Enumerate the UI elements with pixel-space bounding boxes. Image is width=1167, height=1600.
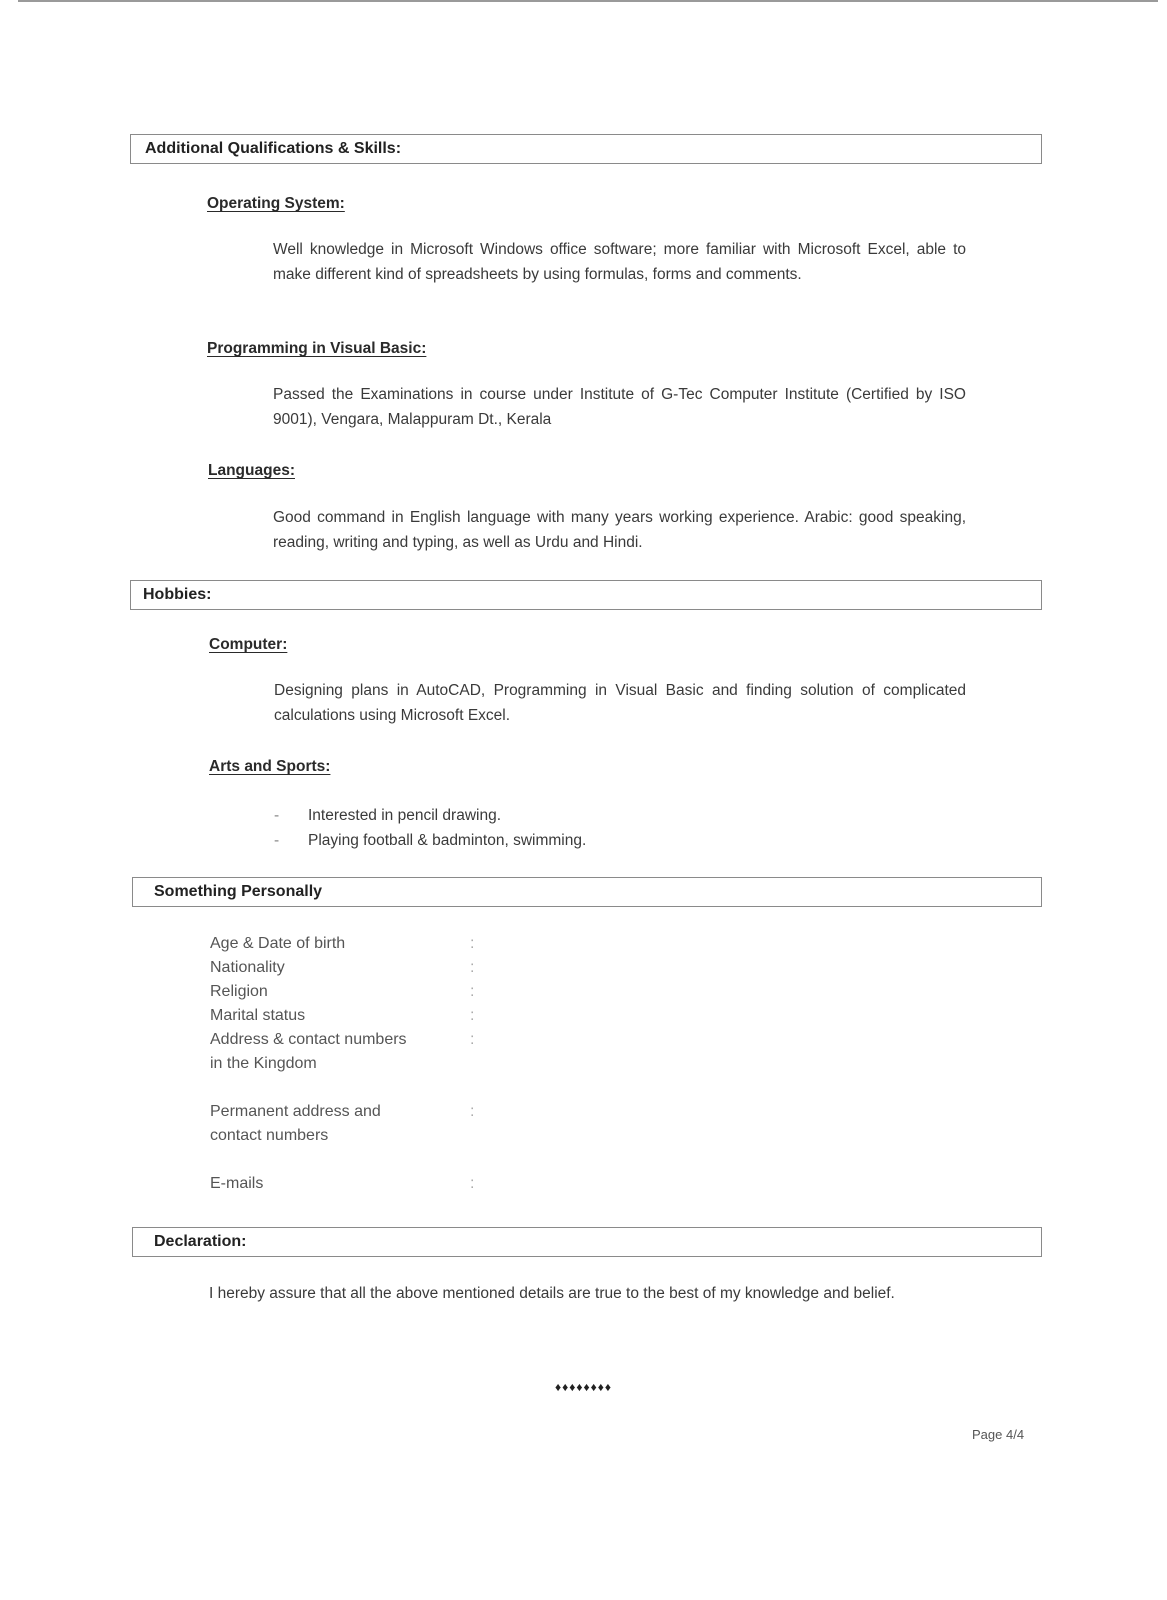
paragraph-visual-basic: Passed the Examinations in course under Institute of G-Tec Computer Institute (Certified by ISO 9001), Vengara, Malappuram Dt., Kerala — [273, 386, 966, 428]
row-colon: : — [470, 1031, 475, 1048]
paragraph-languages: Good command in English language with many years working experience. Arabic: good speaking, reading, writing and typing, as well as Urdu and Hindi. — [273, 509, 966, 551]
subheading-languages: Languages: — [208, 462, 295, 479]
dash-bullet-icon: - — [274, 807, 280, 824]
row-label: Age & Date of birth — [210, 935, 346, 952]
section-header-hobbies — [130, 580, 1042, 610]
subheading-operating-system: Operating System: — [207, 195, 345, 212]
subheading-visual-basic: Programming in Visual Basic: — [207, 340, 427, 357]
subheading-computer: Computer: — [209, 636, 288, 653]
paragraph-operating-system: Well knowledge in Microsoft Windows office software; more familiar with Microsoft Excel, able to make different kind of spreadsheets by using formulas, forms and comments. — [273, 241, 966, 283]
row-colon: : — [470, 1175, 475, 1192]
row-colon: : — [470, 959, 475, 976]
section-header-qualifications — [130, 134, 1042, 164]
list-item — [274, 807, 502, 825]
row-label: Religion — [210, 983, 268, 1000]
row-colon: : — [470, 1103, 475, 1120]
scan-top-edge — [18, 0, 1158, 2]
section-title: Hobbies: — [143, 586, 212, 603]
row-label: E-mails — [210, 1175, 264, 1192]
section-title: Declaration: — [154, 1233, 247, 1250]
section-title: Something Personally — [154, 883, 323, 900]
row-colon: : — [470, 935, 475, 952]
row-colon: : — [470, 1007, 475, 1024]
row-label: Nationality — [210, 959, 285, 976]
list-item — [274, 832, 587, 850]
end-separator-diamonds: ♦♦♦♦♦♦♦♦ — [555, 1380, 612, 1394]
section-header-personal — [132, 877, 1042, 907]
row-label-line2: in the Kingdom — [210, 1055, 317, 1072]
page-number: Page 4/4 — [972, 1427, 1025, 1442]
subheading-arts-sports: Arts and Sports: — [209, 758, 331, 775]
list-item-text: Playing football & badminton, swimming. — [308, 832, 587, 849]
list-item-text: Interested in pencil drawing. — [308, 807, 502, 824]
row-label: Address & contact numbers — [210, 1031, 407, 1048]
section-header-declaration — [132, 1227, 1042, 1257]
row-label: Permanent address and — [210, 1103, 381, 1120]
row-label-line2: contact numbers — [210, 1127, 329, 1144]
paragraph-declaration: I hereby assure that all the above mentioned details are true to the best of my knowledge and belief. — [209, 1285, 895, 1302]
dash-bullet-icon: - — [274, 832, 280, 849]
paragraph-computer: Designing plans in AutoCAD, Programming in Visual Basic and finding solution of complicated calculations using Microsoft Excel. — [274, 682, 966, 724]
row-colon: : — [470, 983, 475, 1000]
row-label: Marital status — [210, 1007, 306, 1024]
section-title: Additional Qualifications & Skills: — [145, 140, 402, 157]
